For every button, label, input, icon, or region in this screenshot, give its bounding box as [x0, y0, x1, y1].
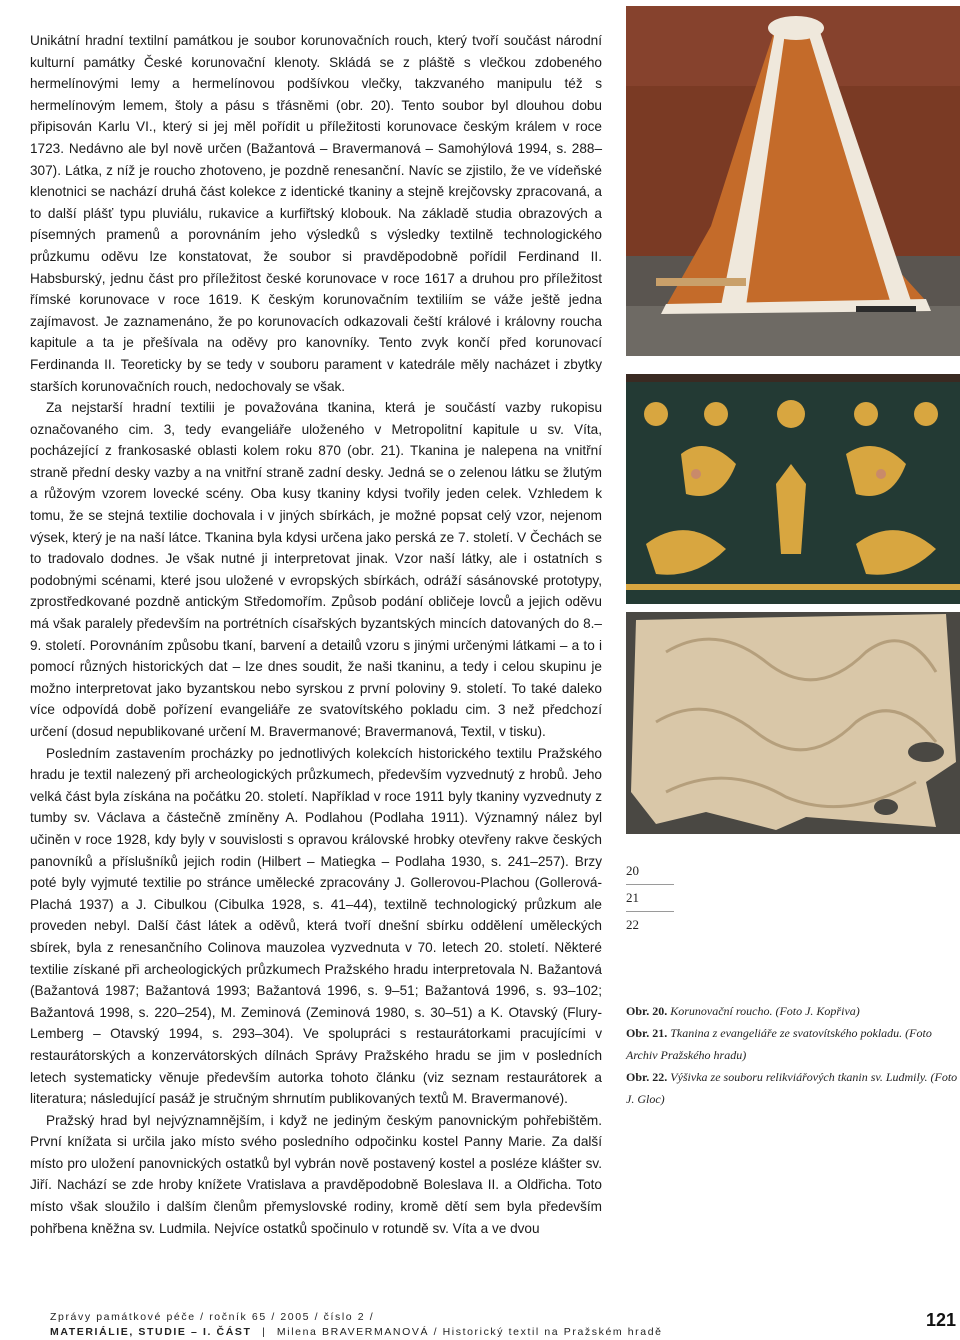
paragraph: Pražský hrad byl nejvýznamnějším, i když ne jediným českým panovnickým pohřebištěm. První knížata si určila jako místo svého posledního odpočinku kostel Panny Marie. Za další místo pro uložení panovnických ostatků byl vybrán nově postavený kostel a posléze klášter sv. Jiří. Nachází se zde hroby knížete Vratislava a pravděpodobně Boleslava II. a Oldřicha. Toto místo však sloužilo i dalším členům přemyslovské rodiny, kromě dětí sem byla především pohřbena kněžna sv. Ludmila. Nejvíce ostatků spočinulo v rotundě sv. Víta a ve dvou	[30, 1112, 602, 1236]
page-footer	[50, 1310, 930, 1340]
footer-separator: |	[262, 1326, 267, 1338]
caption-text: Korunovační roucho. (Foto J. Kopřiva)	[670, 1004, 860, 1018]
caption-text: Tkanina z evangeliáře ze svatovítského pokladu. (Foto Archiv Pražského hradu)	[626, 1026, 932, 1062]
caption-figure-20	[626, 1000, 960, 1022]
footer-journal: Zprávy památkové péče / ročník 65 / 2005 / číslo 2 /	[50, 1311, 375, 1323]
paragraph: Posledním zastavením procházky po jednotlivých kolekcích historického textilu Pražského hradu je textil nalezený při archeologických průzkumech, především vyzvednutý z hrobů. Jeho velká část byla získána na počátku 20. století. Například v roce 1911 byly tkaniny vyzvednuty z tumby sv. Václava a částečně zmíněny A. Podlahou (Podlaha 1911). Významný nález byl učiněn v roce 1928, kdy byly v souvislosti s opravou královské hrobky otevřeny rakve českých panovníků a příslušníků jejich rodin (Hilbert – Matiegka – Podlaha 1930, s. 241–257). Brzy poté byly vyjmuté textilie po stránce umělecké zpracovány J. Gollerovou-Plachou (Gollerová-Plachá 1937) a J. Cibulkou (Cibulka 1928, s. 41–44), textilně technologický průzkum ale proveden nebyl. Další část látek a oděvů, která tvoří dnešní sbírku oddělení uměleckých sbírek, byla z renesančního Colinova mauzolea vyzvednuta v 70. letech 20. století. Některé textilie získané při archeologických průzkumech Pražského hradu interpretovala N. Bažantová (Bažantová 1987; Bažantová 1993; Bažantová 1996, s. 9–51; Bažantová 1996, s. 93–102; Bažantová 1998, s. 220–254), M. Zeminová (Zeminová 1980, s. 30–51) a K. Otavský (Flury-Lemberg – Otavský 1994, s. 293–304). Ve spolupráci s restaurátorkami pracujícími v restaurátorských a konzervátorských dílnách Správy Pražského hradu se jim v posledních letech systematicky věnuje především autorka tohoto článku (viz seznam restaurátorek a literatura; následující pasáž je stručným shrnutím publikovaných textů M. Bravermanové).	[30, 745, 602, 1107]
page-number: 121	[925, 1310, 956, 1330]
figure-captions	[626, 1000, 960, 1110]
paragraph: Unikátní hradní textilní památkou je soubor korunovačních rouch, který tvoří součást národní kulturní památky České korunovační klenoty. Skládá se z pláště s vlečkou zdobeného hermelínovými lemy a hermelínovou podšívkou vlečky, takzvaného manipulu též s hermelínovým lemem, štoly a pásu s třásněmi (obr. 20). Tento soubor byl dlouhou dobu připisován Karlu VI., který si jej měl pořídit u příležitosti korunovace českým králem v roce 1723. Nedávno ale byl nově určen (Bažantová – Bravermanová – Samohýlová 1994, s. 288–307). Látka, z níž je roucho zhotoveno, je pozdně renesanční. Navíc se zjistilo, že ve vídeňské klenotnici se nachází druhá část kolekce z identické tkaniny a stejně krejčovsky zpracovaná, a to další plášť typu pluviálu, rukavice a kurfiřtský klobouk. Na základě studia obrazových a písemných pramenů a porovnáním jeho výsledků s výsledky textilně technologického průzkumu oděvu lze konstatovat, že soubor si pravděpodobně pořídil Ferdinand II. Habsburský, jednu část pro příležitost české korunovace v roce 1617 a druhou pro příležitost římské korunovace v roce 1619. K českým korunovačním textiliím se váže ještě jedna zajímavost. Je zaznamenáno, že po korunovacích odkazovali čeští králové i královny roucha kapitule a ta je přešívala na oděvy pro kanovníky. Tento zvyk končí před korunovací Ferdinanda II. Teoreticky by se tedy v souboru parament v katedrále měly nacházet i zbytky starších korunovačních rouch, nedochovaly se však.	[30, 33, 602, 394]
footer-article-line	[50, 1325, 930, 1340]
figure-22-embroidery-photo	[626, 612, 960, 834]
footer-article: Milena BRAVERMANOVÁ / Historický textil na Pražském hradě	[276, 1326, 663, 1338]
figure-20-coronation-robe-photo	[626, 6, 960, 356]
caption-label: Obr. 20.	[626, 1004, 668, 1018]
figure-21-textile-photo	[626, 374, 960, 604]
caption-figure-22	[626, 1066, 960, 1110]
figure-number-list	[626, 858, 674, 938]
figure-number: 20	[626, 858, 674, 885]
footer-section: MATERIÁLIE, STUDIE – I. ČÁST	[50, 1326, 252, 1338]
caption-text: Výšivka ze souboru relikviářových tkanin sv. Ludmily. (Foto J. Gloc)	[626, 1070, 958, 1106]
figure-number: 22	[626, 917, 639, 932]
caption-label: Obr. 22.	[626, 1070, 668, 1084]
figure-number: 21	[626, 885, 674, 912]
article-body	[30, 30, 602, 1239]
caption-figure-21	[626, 1022, 960, 1066]
caption-label: Obr. 21.	[626, 1026, 668, 1040]
paragraph: Za nejstarší hradní textilii je považována tkanina, která je součástí vazby rukopisu označovaného cim. 3, tedy evangeliáře uloženého v Metropolitní kapitule u sv. Víta, pocházející z frankosaské oblasti kolem roku 870 (obr. 21). Tkanina je nalepena na vnitřní straně přední desky vazby a na vnitřní straně zadní desky. Jedná se o zelenou látku se žlutým a růžovým vzorem lovecké scény. Oba kusy tkaniny kdysi tvořily jeden celek. Vzhledem k tomu, že se stejná textilie dochovala i v jiných sbírkách, je možné popsat celý vzor, nejenom výsek, který je na naší látce. Tkanina byla kdysi určena jako perská ze 7. století. V Čechách se to tradovalo dodnes. Je však nutné ji interpretovat jinak. Vzor naší látky, ale i ostatních s podobnými scénami, které jsou uložené v evropských sbírkách, odráží sásánovské prototypy, zprostředkované pozdně antickým Středomořím. Způsob podání obličeje lovců a jejich oděvu má však paralely především na portrétních císařských byzantských mincích datovaných do 8.–9. století. Porovnáním způsobu tkaní, barvení a detailů vzoru s jinými určenými látkami – a to i pomocí různých historických dat – lze dnes soudit, že naši tkaninu, a tedy i celou skupinu je možno interpretovat jako byzantskou nebo syrskou z první poloviny 9. století. To také daleko více odpovídá době pořízení evangeliáře ze svatovítského pokladu cim. 3 než předchozí určení (dosud nepublikované určení M. Bravermanové; Bravermanová, Textil, v tisku).	[30, 400, 602, 739]
